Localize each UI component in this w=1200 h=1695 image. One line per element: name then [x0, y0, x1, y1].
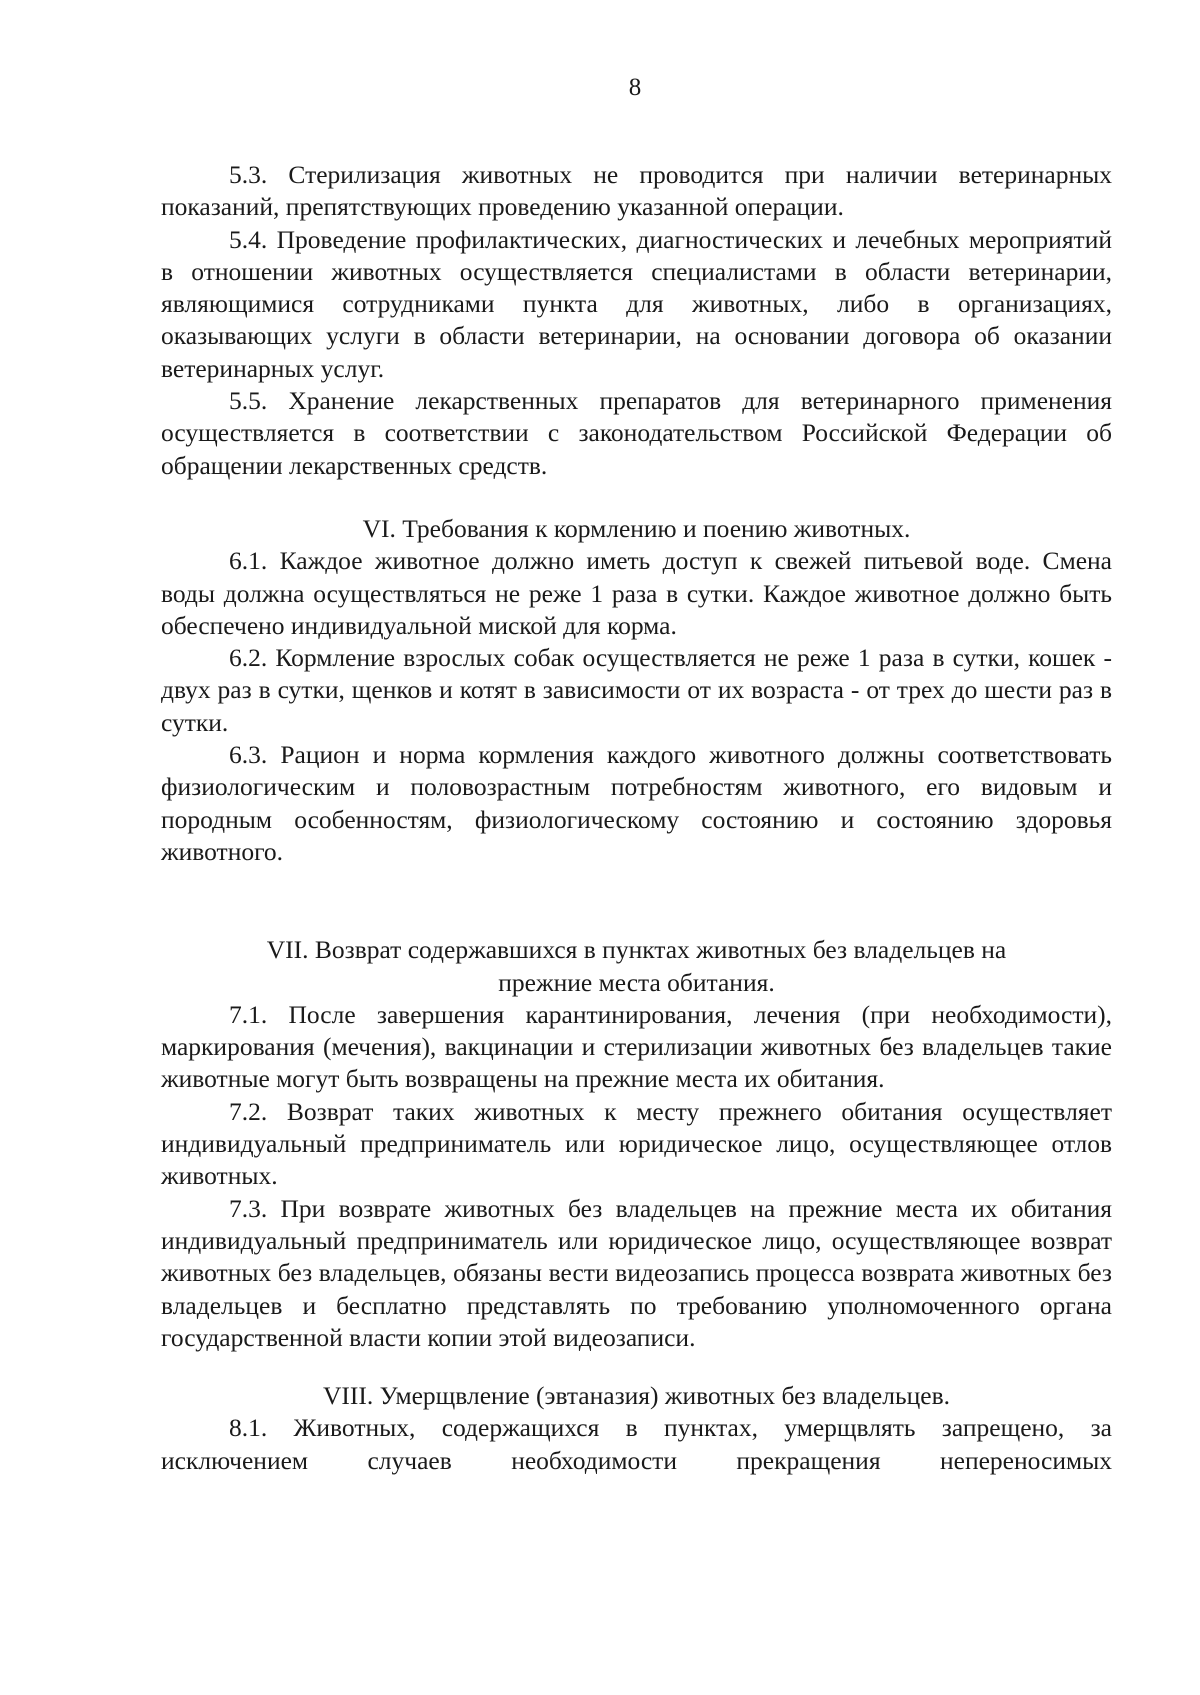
- paragraph-7-1: 7.1. После завершения карантинирования, лечения (при необходимости), маркирования (мечения), вакцинации и стерилизации животных без владельцев такие животные могут быть возвращены на прежние места их обитания.: [161, 999, 1112, 1094]
- paragraph-7-2: 7.2. Возврат таких животных к месту прежнего обитания осуществляет индивидуальный предприниматель или юридическое лицо, осуществляющее отлов животных.: [161, 1096, 1112, 1191]
- section-8-heading: VIII. Умерщвление (эвтаназия) животных без владельцев.: [322, 1381, 950, 1411]
- paragraph-6-3: 6.3. Рацион и норма кормления каждого животного должны соответствовать физиологическим и половозрастным потребностям животного, его видовым и породным особенностям, физиологическому состоянию и состоянию здоровья животного.: [161, 740, 1112, 866]
- section-7-heading-line-2: прежние места обитания.: [498, 967, 775, 997]
- spacer: [161, 1354, 1112, 1380]
- page-number: 8: [628, 74, 642, 101]
- paragraph-5-5: 5.5. Хранение лекарственных препаратов для ветеринарного применения осуществляется в соответствии с законодательством Российской Федерации об обращении лекарственных средств.: [161, 386, 1112, 480]
- paragraph-8-1: 8.1. Животных, содержащихся в пунктах, умерщвлять запрещено, за исключением случаев необходимости прекращения непереносимых: [161, 1413, 1112, 1475]
- paragraph-5-3: 5.3. Стерилизация животных не проводится при наличии ветеринарных показаний, препятствующих проведению указанной операции.: [161, 160, 1112, 222]
- paragraph-6-1: 6.1. Каждое животное должно иметь доступ к свежей питьевой воде. Смена воды должна осуществляться не реже 1 раза в сутки. Каждое животное должно быть обеспечено индивидуальной миской для корма.: [161, 546, 1112, 640]
- section-7-heading-line-1: VII. Возврат содержавшихся в пунктах животных без владельцев на: [266, 935, 1007, 965]
- paragraph-5-4: 5.4. Проведение профилактических, диагностических и лечебных мероприятий в отношении животных осуществляется специалистами в области ветеринарии, являющимися сотрудниками пункта для животных, либо в организациях, оказывающих услуги в области ветеринарии, на основании договора об оказании ветеринарных услуг.: [161, 224, 1112, 383]
- document-body: [161, 159, 1112, 1477]
- paragraph-6-2: 6.2. Кормление взрослых собак осуществляется не реже 1 раза в сутки, кошек - двух раз в сутки, щенков и котят в зависимости от их возраста - от трех до шести раз в сутки.: [161, 643, 1112, 737]
- paragraph-7-3: 7.3. При возврате животных без владельцев на прежние места их обитания индивидуальный предприниматель или юридическое лицо, осуществляющее возврат животных без владельцев, обязаны вести видеозапись процесса возврата животных без владельцев и бесплатно представлять по требованию уполномоченного органа государственной власти копии этой видеозаписи.: [161, 1193, 1112, 1352]
- spacer: [161, 482, 1112, 513]
- spacer: [161, 868, 1112, 934]
- section-6-heading: VI. Требования к кормлению и поению животных.: [362, 513, 911, 543]
